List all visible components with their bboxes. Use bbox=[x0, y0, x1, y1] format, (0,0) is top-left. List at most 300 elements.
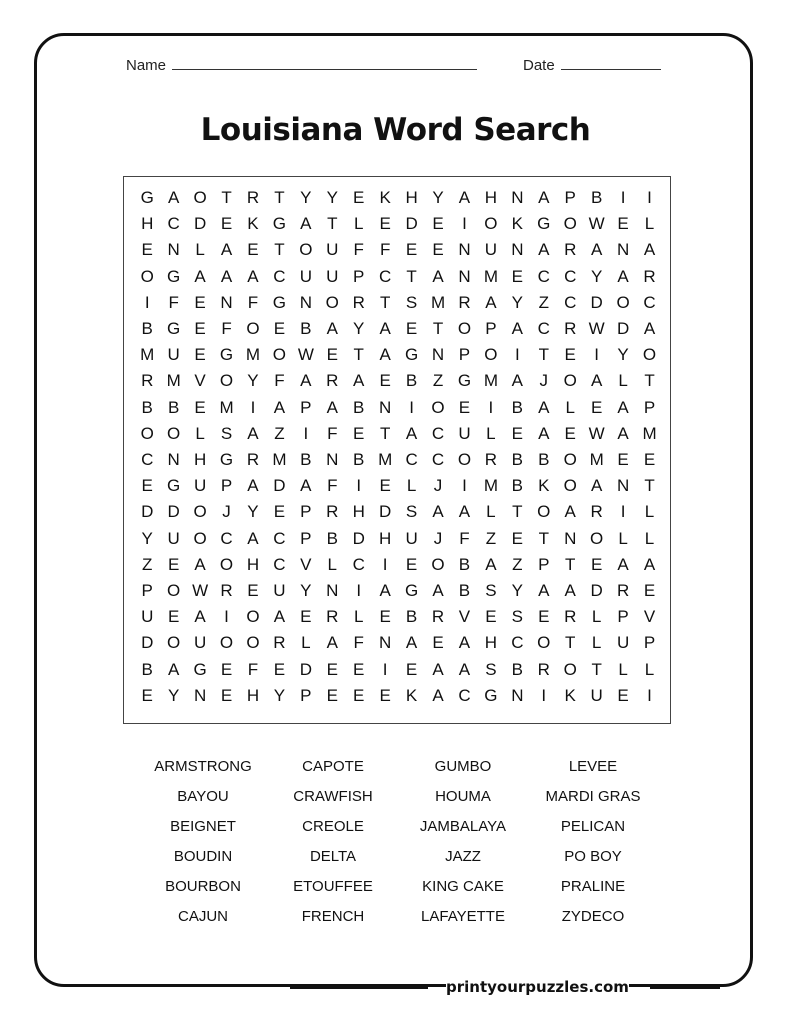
grid-letter: N bbox=[167, 240, 180, 260]
grid-letter: D bbox=[141, 633, 154, 653]
grid-letter: A bbox=[247, 476, 259, 496]
grid-letter: E bbox=[194, 397, 206, 417]
grid-letter: C bbox=[273, 554, 286, 574]
word-list-item: MARDI GRAS bbox=[545, 788, 641, 805]
grid-letter: E bbox=[353, 659, 365, 679]
grid-letter: L bbox=[195, 423, 205, 443]
grid-letter: Y bbox=[167, 685, 180, 705]
grid-letter: P bbox=[300, 528, 312, 548]
word-list-item: HOUMA bbox=[435, 788, 491, 805]
grid-letter: O bbox=[167, 633, 181, 653]
grid-letter: E bbox=[353, 685, 365, 705]
grid-letter: T bbox=[432, 319, 444, 338]
grid-letter: N bbox=[616, 476, 630, 496]
grid-letter: E bbox=[511, 528, 524, 548]
grid-letter: C bbox=[352, 554, 365, 574]
grid-letter: L bbox=[644, 659, 655, 679]
grid-letter: G bbox=[457, 371, 472, 391]
grid-letter: T bbox=[353, 345, 364, 365]
grid-letter: J bbox=[222, 502, 231, 522]
footer-rule-left bbox=[290, 987, 428, 989]
grid-letter: V bbox=[458, 607, 471, 627]
grid-letter: L bbox=[353, 214, 364, 234]
grid-letter: C bbox=[273, 266, 286, 286]
grid-letter: F bbox=[274, 371, 285, 391]
grid-row bbox=[134, 526, 663, 552]
grid-letter: M bbox=[245, 345, 261, 365]
grid-letter: R bbox=[326, 607, 339, 627]
grid-letter: B bbox=[141, 397, 153, 417]
grid-row bbox=[134, 421, 663, 447]
grid-letter: J bbox=[539, 371, 549, 391]
word-column bbox=[138, 756, 268, 936]
grid-letter: A bbox=[538, 397, 550, 417]
word-list-item: BAYOU bbox=[177, 788, 229, 805]
grid-letter: L bbox=[644, 528, 655, 548]
grid-letter: B bbox=[405, 607, 418, 627]
grid-letter: P bbox=[220, 476, 233, 496]
grid-letter: F bbox=[327, 476, 338, 496]
grid-letter: G bbox=[219, 345, 234, 365]
grid-letter: A bbox=[617, 397, 629, 417]
grid-letter: O bbox=[325, 292, 339, 312]
grid-letter: G bbox=[537, 214, 551, 234]
word-list-item: KING CAKE bbox=[422, 878, 504, 895]
grid-letter: E bbox=[273, 319, 286, 338]
name-label: Name bbox=[126, 57, 167, 74]
grid-letter: A bbox=[432, 581, 444, 600]
grid-letter: T bbox=[274, 188, 285, 207]
grid-letter: H bbox=[484, 633, 498, 653]
grid-letter: E bbox=[353, 188, 365, 207]
grid-letter: F bbox=[379, 240, 391, 260]
grid-letter: O bbox=[246, 633, 260, 653]
grid-letter: O bbox=[537, 633, 551, 653]
grid-letter: I bbox=[620, 188, 626, 207]
grid-letter: A bbox=[273, 607, 286, 627]
grid-letter: I bbox=[382, 554, 388, 574]
grid-letter: Z bbox=[274, 423, 285, 443]
grid-letter: A bbox=[485, 292, 497, 312]
grid-letter: C bbox=[431, 450, 445, 469]
grid-letter: K bbox=[405, 685, 418, 705]
grid-letter: A bbox=[590, 476, 603, 496]
grid-letter: O bbox=[193, 188, 207, 207]
grid-letter: W bbox=[192, 581, 209, 600]
grid-letter: I bbox=[488, 397, 494, 417]
grid-letter: N bbox=[511, 240, 524, 260]
footer bbox=[0, 975, 791, 999]
grid-letter: K bbox=[538, 476, 550, 496]
grid-letter: E bbox=[405, 659, 418, 679]
grid-letter: L bbox=[486, 423, 496, 443]
grid-letter: A bbox=[194, 554, 206, 574]
grid-letter: D bbox=[299, 659, 312, 679]
grid-letter: A bbox=[617, 423, 629, 443]
footer-rule-right bbox=[650, 987, 720, 989]
grid-letter: N bbox=[511, 188, 524, 207]
word-list-item: ETOUFFEE bbox=[293, 878, 373, 895]
grid-letter: L bbox=[644, 214, 655, 234]
grid-letter: A bbox=[590, 240, 603, 260]
grid-letter: F bbox=[327, 423, 338, 443]
grid-letter: O bbox=[193, 528, 207, 548]
grid-letter: A bbox=[458, 633, 471, 653]
grid-letter: V bbox=[643, 607, 656, 627]
grid-letter: I bbox=[647, 188, 652, 207]
grid-letter: O bbox=[167, 581, 181, 600]
grid-letter: Y bbox=[273, 685, 286, 705]
grid-row bbox=[134, 290, 663, 316]
grid-letter: E bbox=[194, 319, 206, 338]
grid-letter: D bbox=[273, 476, 286, 496]
grid-letter: L bbox=[486, 502, 496, 522]
grid-letter: C bbox=[537, 319, 550, 338]
grid-letter: A bbox=[300, 476, 312, 496]
grid-letter: A bbox=[379, 319, 391, 338]
grid-letter: A bbox=[432, 659, 444, 679]
grid-letter: E bbox=[220, 659, 233, 679]
grid-letter: A bbox=[617, 266, 629, 286]
grid-letter: L bbox=[565, 397, 575, 417]
grid-letter: N bbox=[564, 528, 577, 548]
grid-row bbox=[134, 368, 663, 394]
grid-letter: P bbox=[538, 554, 550, 574]
grid-letter: R bbox=[431, 607, 445, 627]
grid-letter: T bbox=[538, 528, 549, 548]
grid-letter: B bbox=[458, 554, 471, 574]
grid-letter: E bbox=[643, 581, 656, 600]
grid-letter: A bbox=[247, 423, 259, 443]
grid-letter: D bbox=[616, 319, 630, 338]
grid-letter: C bbox=[564, 266, 577, 286]
grid-letter: E bbox=[617, 685, 629, 705]
grid-letter: E bbox=[220, 685, 233, 705]
grid-letter: I bbox=[462, 214, 467, 234]
grid-letter: O bbox=[299, 240, 313, 260]
grid-letter: O bbox=[616, 292, 630, 312]
grid-letter: U bbox=[326, 266, 339, 286]
grid-letter: A bbox=[194, 266, 206, 286]
grid-letter: L bbox=[327, 554, 338, 574]
grid-letter: I bbox=[541, 685, 547, 705]
grid-letter: V bbox=[300, 554, 312, 574]
word-list-item: ARMSTRONG bbox=[154, 758, 252, 775]
grid-letter: D bbox=[141, 502, 154, 522]
grid-letter: O bbox=[642, 345, 657, 365]
grid-letter: C bbox=[431, 423, 445, 443]
grid-letter: O bbox=[140, 423, 154, 443]
grid-letter: G bbox=[140, 188, 154, 207]
grid-letter: I bbox=[462, 476, 467, 496]
grid-letter: K bbox=[379, 188, 391, 207]
grid-letter: C bbox=[167, 214, 180, 234]
grid-letter: A bbox=[405, 633, 418, 653]
grid-letter: B bbox=[590, 188, 603, 207]
grid-letter: A bbox=[564, 502, 576, 522]
grid-letter: P bbox=[300, 502, 312, 522]
grid-letter: C bbox=[141, 450, 154, 469]
grid-letter: R bbox=[326, 371, 339, 391]
grid-letter: R bbox=[484, 450, 498, 469]
grid-letter: W bbox=[297, 345, 314, 365]
grid-letter: A bbox=[353, 371, 365, 391]
grid-letter: N bbox=[326, 450, 339, 469]
grid-letter: A bbox=[538, 581, 550, 600]
grid-letter: E bbox=[247, 581, 259, 600]
grid-letter: W bbox=[588, 319, 605, 338]
grid-letter: Y bbox=[617, 345, 629, 365]
grid-letter: O bbox=[219, 371, 234, 391]
grid-letter: E bbox=[167, 554, 180, 574]
date-label: Date bbox=[523, 57, 555, 74]
grid-letter: O bbox=[272, 345, 287, 365]
grid-letter: A bbox=[643, 554, 656, 574]
grid-letter: T bbox=[591, 659, 602, 679]
grid-letter: A bbox=[379, 581, 391, 600]
grid-letter: I bbox=[356, 476, 362, 496]
grid-letter: A bbox=[538, 240, 550, 260]
grid-letter: G bbox=[484, 685, 498, 705]
grid-letter: A bbox=[300, 214, 312, 234]
grid-letter: F bbox=[353, 633, 364, 653]
grid-letter: Z bbox=[538, 292, 549, 312]
date-line bbox=[561, 69, 661, 70]
grid-letter: G bbox=[272, 214, 287, 234]
word-list-item: JAMBALAYA bbox=[419, 818, 507, 835]
word-column bbox=[398, 756, 528, 936]
grid-letter: M bbox=[483, 371, 498, 391]
grid-letter: E bbox=[326, 659, 338, 679]
grid-letter: E bbox=[167, 607, 180, 627]
grid-letter: N bbox=[220, 292, 233, 312]
grid-letter: N bbox=[326, 581, 339, 600]
grid-letter: E bbox=[432, 214, 444, 234]
grid-letter: C bbox=[405, 450, 418, 469]
grid-letter: I bbox=[409, 397, 414, 417]
grid-letter: R bbox=[246, 450, 260, 469]
grid-letter: E bbox=[247, 240, 259, 260]
grid-letter: I bbox=[224, 607, 229, 627]
word-list-item: BOURBON bbox=[165, 878, 241, 895]
grid-letter: U bbox=[326, 240, 339, 260]
grid-letter: O bbox=[563, 476, 577, 496]
grid-letter: Y bbox=[511, 292, 524, 312]
grid-letter: C bbox=[564, 292, 577, 312]
grid-letter: E bbox=[141, 240, 153, 260]
grid-letter: H bbox=[193, 450, 207, 469]
grid-letter: L bbox=[591, 607, 602, 627]
grid-letter: H bbox=[484, 188, 498, 207]
grid-letter: E bbox=[458, 397, 471, 417]
grid-letter: N bbox=[458, 266, 471, 286]
grid-letter: R bbox=[590, 502, 603, 522]
grid-letter: A bbox=[511, 319, 524, 338]
word-list-item: JAZZ bbox=[445, 848, 481, 865]
grid-letter: A bbox=[300, 371, 312, 391]
grid-letter: E bbox=[485, 607, 497, 627]
word-list-item: BEIGNET bbox=[170, 818, 236, 835]
grid-letter: L bbox=[301, 633, 311, 653]
word-list-item: PELICAN bbox=[560, 818, 626, 835]
word-list-item: CREOLE bbox=[302, 818, 364, 835]
grid-row bbox=[134, 683, 663, 709]
grid-letter: E bbox=[564, 423, 576, 443]
date-field bbox=[523, 53, 661, 73]
grid-letter: C bbox=[511, 633, 524, 653]
name-line bbox=[172, 69, 477, 70]
grid-letter: I bbox=[144, 292, 150, 312]
grid-letter: U bbox=[167, 345, 180, 365]
word-list-item: CAJUN bbox=[177, 908, 228, 925]
grid-letter: A bbox=[511, 371, 524, 391]
grid-letter: N bbox=[511, 685, 524, 705]
grid-letter: M bbox=[378, 450, 393, 469]
grid-letter: F bbox=[247, 292, 259, 312]
grid-letter: F bbox=[221, 319, 232, 338]
grid-letter: O bbox=[484, 214, 498, 234]
grid-letter: F bbox=[353, 240, 364, 260]
grid-letter: L bbox=[644, 502, 655, 522]
grid-letter: O bbox=[457, 319, 472, 338]
grid-letter: E bbox=[379, 476, 391, 496]
grid-letter: H bbox=[246, 685, 260, 705]
grid-letter: O bbox=[590, 528, 604, 548]
grid-letter: A bbox=[194, 607, 206, 627]
grid-letter: S bbox=[405, 292, 418, 312]
grid-letter: E bbox=[617, 214, 629, 234]
grid-letter: I bbox=[514, 345, 520, 365]
grid-row bbox=[134, 447, 663, 473]
grid-letter: S bbox=[485, 659, 497, 679]
grid-letter: R bbox=[564, 319, 577, 338]
grid-letter: O bbox=[167, 423, 181, 443]
grid-letter: E bbox=[194, 345, 206, 365]
grid-letter: R bbox=[273, 633, 286, 653]
grid-row bbox=[134, 264, 663, 290]
grid-letter: B bbox=[167, 397, 180, 417]
grid-letter: A bbox=[538, 423, 550, 443]
grid-letter: E bbox=[300, 607, 312, 627]
grid-letter: E bbox=[564, 345, 576, 365]
grid-letter: E bbox=[590, 397, 603, 417]
word-list-item: FRENCH bbox=[301, 908, 365, 925]
grid-letter: A bbox=[458, 188, 471, 207]
grid-letter: G bbox=[167, 319, 181, 338]
grid-letter: U bbox=[299, 266, 312, 286]
grid-letter: E bbox=[141, 685, 153, 705]
grid-letter: C bbox=[273, 528, 286, 548]
grid-letter: E bbox=[379, 685, 391, 705]
grid-letter: E bbox=[379, 607, 391, 627]
grid-letter: T bbox=[644, 476, 655, 496]
grid-letter: G bbox=[219, 450, 234, 469]
grid-letter: U bbox=[405, 528, 418, 548]
grid-letter: A bbox=[273, 397, 286, 417]
grid-letter: E bbox=[405, 319, 418, 338]
grid-letter: O bbox=[246, 319, 260, 338]
grid-row bbox=[134, 211, 663, 237]
word-list-item: BOUDIN bbox=[173, 848, 233, 865]
grid-letter: I bbox=[594, 345, 600, 365]
grid-letter: F bbox=[247, 659, 259, 679]
grid-letter: E bbox=[405, 240, 418, 260]
grid-letter: E bbox=[194, 292, 206, 312]
grid-letter: E bbox=[511, 266, 524, 286]
grid-letter: B bbox=[141, 319, 153, 338]
grid-letter: J bbox=[433, 528, 443, 548]
grid-letter: P bbox=[643, 397, 656, 417]
grid-letter: E bbox=[141, 476, 153, 496]
grid-letter: T bbox=[221, 188, 232, 207]
grid-letter: N bbox=[167, 450, 180, 469]
grid-letter: R bbox=[220, 581, 233, 600]
grid-letter: T bbox=[644, 371, 655, 391]
grid-letter: P bbox=[485, 319, 497, 338]
grid-letter: V bbox=[194, 371, 206, 391]
grid-letter: L bbox=[353, 607, 364, 627]
word-column bbox=[528, 756, 658, 936]
grid-letter: O bbox=[563, 450, 577, 469]
grid-letter: R bbox=[352, 292, 365, 312]
word-list-item: PO BOY bbox=[564, 848, 622, 865]
grid-row bbox=[134, 499, 663, 525]
grid-letter: C bbox=[458, 685, 471, 705]
grid-letter: U bbox=[273, 581, 286, 600]
grid-letter: O bbox=[537, 502, 551, 522]
grid-letter: M bbox=[483, 266, 498, 286]
grid-letter: A bbox=[326, 633, 338, 653]
grid-letter: P bbox=[564, 188, 576, 207]
grid-letter: O bbox=[431, 554, 445, 574]
grid-letter: Z bbox=[432, 371, 444, 391]
grid-letter: A bbox=[167, 188, 180, 207]
grid-letter: A bbox=[564, 581, 576, 600]
grid-letter: G bbox=[404, 581, 419, 600]
grid-letter: Y bbox=[590, 266, 603, 286]
grid-letter: E bbox=[353, 423, 365, 443]
grid-letter: T bbox=[406, 266, 417, 286]
grid-letter: B bbox=[538, 450, 550, 469]
grid-letter: Z bbox=[485, 528, 497, 548]
letter-grid bbox=[123, 176, 671, 724]
grid-letter: I bbox=[620, 502, 626, 522]
grid-row bbox=[134, 342, 663, 368]
grid-letter: E bbox=[326, 685, 338, 705]
grid-letter: C bbox=[643, 292, 656, 312]
footer-site: printyourpuzzles.com bbox=[446, 975, 629, 999]
grid-letter: J bbox=[433, 476, 443, 496]
grid-letter: U bbox=[590, 685, 603, 705]
grid-letter: O bbox=[219, 554, 234, 574]
grid-letter: B bbox=[300, 319, 312, 338]
grid-letter: R bbox=[326, 502, 339, 522]
grid-letter: I bbox=[250, 397, 256, 417]
grid-letter: R bbox=[564, 607, 577, 627]
grid-letter: M bbox=[642, 423, 657, 443]
grid-letter: S bbox=[485, 581, 497, 600]
grid-letter: M bbox=[430, 292, 446, 312]
grid-letter: D bbox=[590, 581, 603, 600]
grid-letter: H bbox=[405, 188, 418, 207]
grid-letter: E bbox=[273, 659, 286, 679]
grid-letter: M bbox=[140, 345, 155, 365]
word-list-item: ZYDECO bbox=[561, 908, 625, 925]
grid-letter: L bbox=[618, 528, 628, 548]
grid-letter: E bbox=[379, 214, 391, 234]
grid-letter: B bbox=[300, 450, 312, 469]
grid-letter: U bbox=[193, 476, 207, 496]
